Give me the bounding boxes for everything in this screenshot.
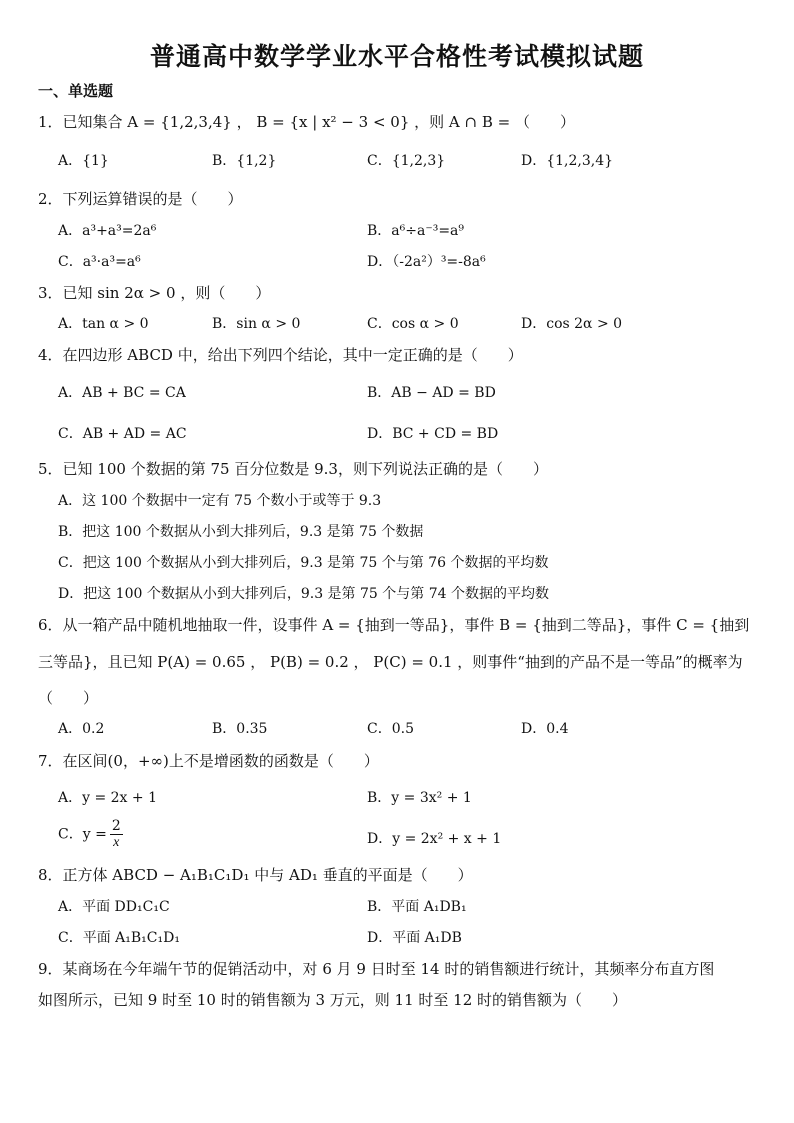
q7-option-d: D．y = 2x² + x + 1 (367, 831, 502, 847)
fraction (110, 818, 123, 851)
question-5-stem: 5．已知 100 个数据的第 75 百分位数是 9.3，则下列说法正确的是（ ） (38, 460, 548, 478)
q8-option-d: D．平面 A₁DB (367, 930, 462, 946)
q1-option-a: A．{1} (58, 153, 109, 169)
q8-option-a: A．平面 DD₁C₁C (58, 899, 170, 915)
q1-option-c: C．{1,2,3} (367, 153, 446, 169)
q3-option-a: A．tan α > 0 (58, 316, 149, 332)
q2-option-b: B．a⁶÷a⁻³=a⁹ (367, 223, 465, 239)
q2-option-d: D．（-2a²）³=-8a⁶ (367, 254, 486, 270)
q6-option-c: C．0.5 (367, 721, 414, 737)
q1-option-b: B．{1,2} (212, 153, 277, 169)
q5-option-b: B．把这 100 个数据从小到大排列后，9.3 是第 75 个数据 (58, 524, 424, 540)
question-6-line-2: 三等品}，且已知 P(A) = 0.65 ， P(B) = 0.2 ， P(C) = 0.1 ，则事件“抽到的产品不是一等品”的概率为 (38, 653, 743, 671)
fraction-denominator: x (113, 835, 120, 850)
q6-option-b: B．0.35 (212, 721, 268, 737)
q5-option-d: D．把这 100 个数据从小到大排列后，9.3 是第 75 个与第 74 个数据的平均数 (58, 586, 549, 602)
fraction-numerator: 2 (111, 818, 121, 834)
q3-option-d: D．cos 2α > 0 (521, 316, 623, 332)
q5-option-c: C．把这 100 个数据从小到大排列后，9.3 是第 75 个与第 76 个数据的平均数 (58, 555, 549, 571)
question-6-line-1: 6．从一箱产品中随机地抽取一件，设事件 A = {抽到一等品}，事件 B = {抽到二等品}，事件 C = {抽到 (38, 616, 750, 634)
question-2-stem: 2．下列运算错误的是（ ） (38, 190, 243, 208)
question-6-line-3: （ ） (38, 689, 99, 707)
section-heading: 一、单选题 (38, 82, 114, 100)
question-7-stem: 7．在区间(0，+∞)上不是增函数的函数是（ ） (38, 752, 379, 770)
question-8-stem: 8．正方体 ABCD − A₁B₁C₁D₁ 中与 AD₁ 垂直的平面是（ ） (38, 866, 473, 884)
q7-option-b: B．y = 3x² + 1 (367, 790, 472, 806)
q1-option-d: D．{1,2,3,4} (521, 153, 614, 169)
q6-option-d: D．0.4 (521, 721, 569, 737)
q3-option-b: B．sin α > 0 (212, 316, 301, 332)
question-3-stem: 3．已知 sin 2α > 0 ，则（ ） (38, 284, 271, 302)
q6-option-a: A．0.2 (58, 721, 105, 737)
question-9-line-2: 如图所示，已知 9 时至 10 时的销售额为 3 万元，则 11 时至 12 时的销售额为（ ） (38, 991, 628, 1009)
q3-option-c: C．cos α > 0 (367, 316, 459, 332)
q2-option-c: C．a³·a³=a⁶ (58, 254, 141, 270)
question-4-stem: 4．在四边形 ABCD 中，给出下列四个结论，其中一定正确的是（ ） (38, 346, 523, 364)
q4-option-a: A．AB + BC = CA (58, 385, 186, 401)
q7-option-a: A．y = 2x + 1 (58, 790, 157, 806)
page-title: 普通高中数学学业水平合格性考试模拟试题 (149, 42, 644, 71)
q7-option-c-prefix: C．y = (58, 826, 107, 843)
q7-option-c (58, 818, 123, 851)
q4-option-d: D．BC + CD = BD (367, 426, 499, 442)
question-9-line-1: 9．某商场在今年端午节的促销活动中，对 6 月 9 日时至 14 时的销售额进行统计，其频率分布直方图 (38, 960, 715, 978)
q2-option-a: A．a³+a³=2a⁶ (58, 223, 157, 239)
question-1-stem: 1．已知集合 A = {1,2,3,4} ， B = {x | x² − 3 < 0} ，则 A ∩ B = （ ） (38, 113, 575, 131)
q8-option-c: C．平面 A₁B₁C₁D₁ (58, 930, 180, 946)
q4-option-b: B．AB − AD = BD (367, 385, 496, 401)
q8-option-b: B．平面 A₁DB₁ (367, 899, 467, 915)
q4-option-c: C．AB + AD = AC (58, 426, 187, 442)
q5-option-a: A．这 100 个数据中一定有 75 个数小于或等于 9.3 (58, 493, 382, 509)
